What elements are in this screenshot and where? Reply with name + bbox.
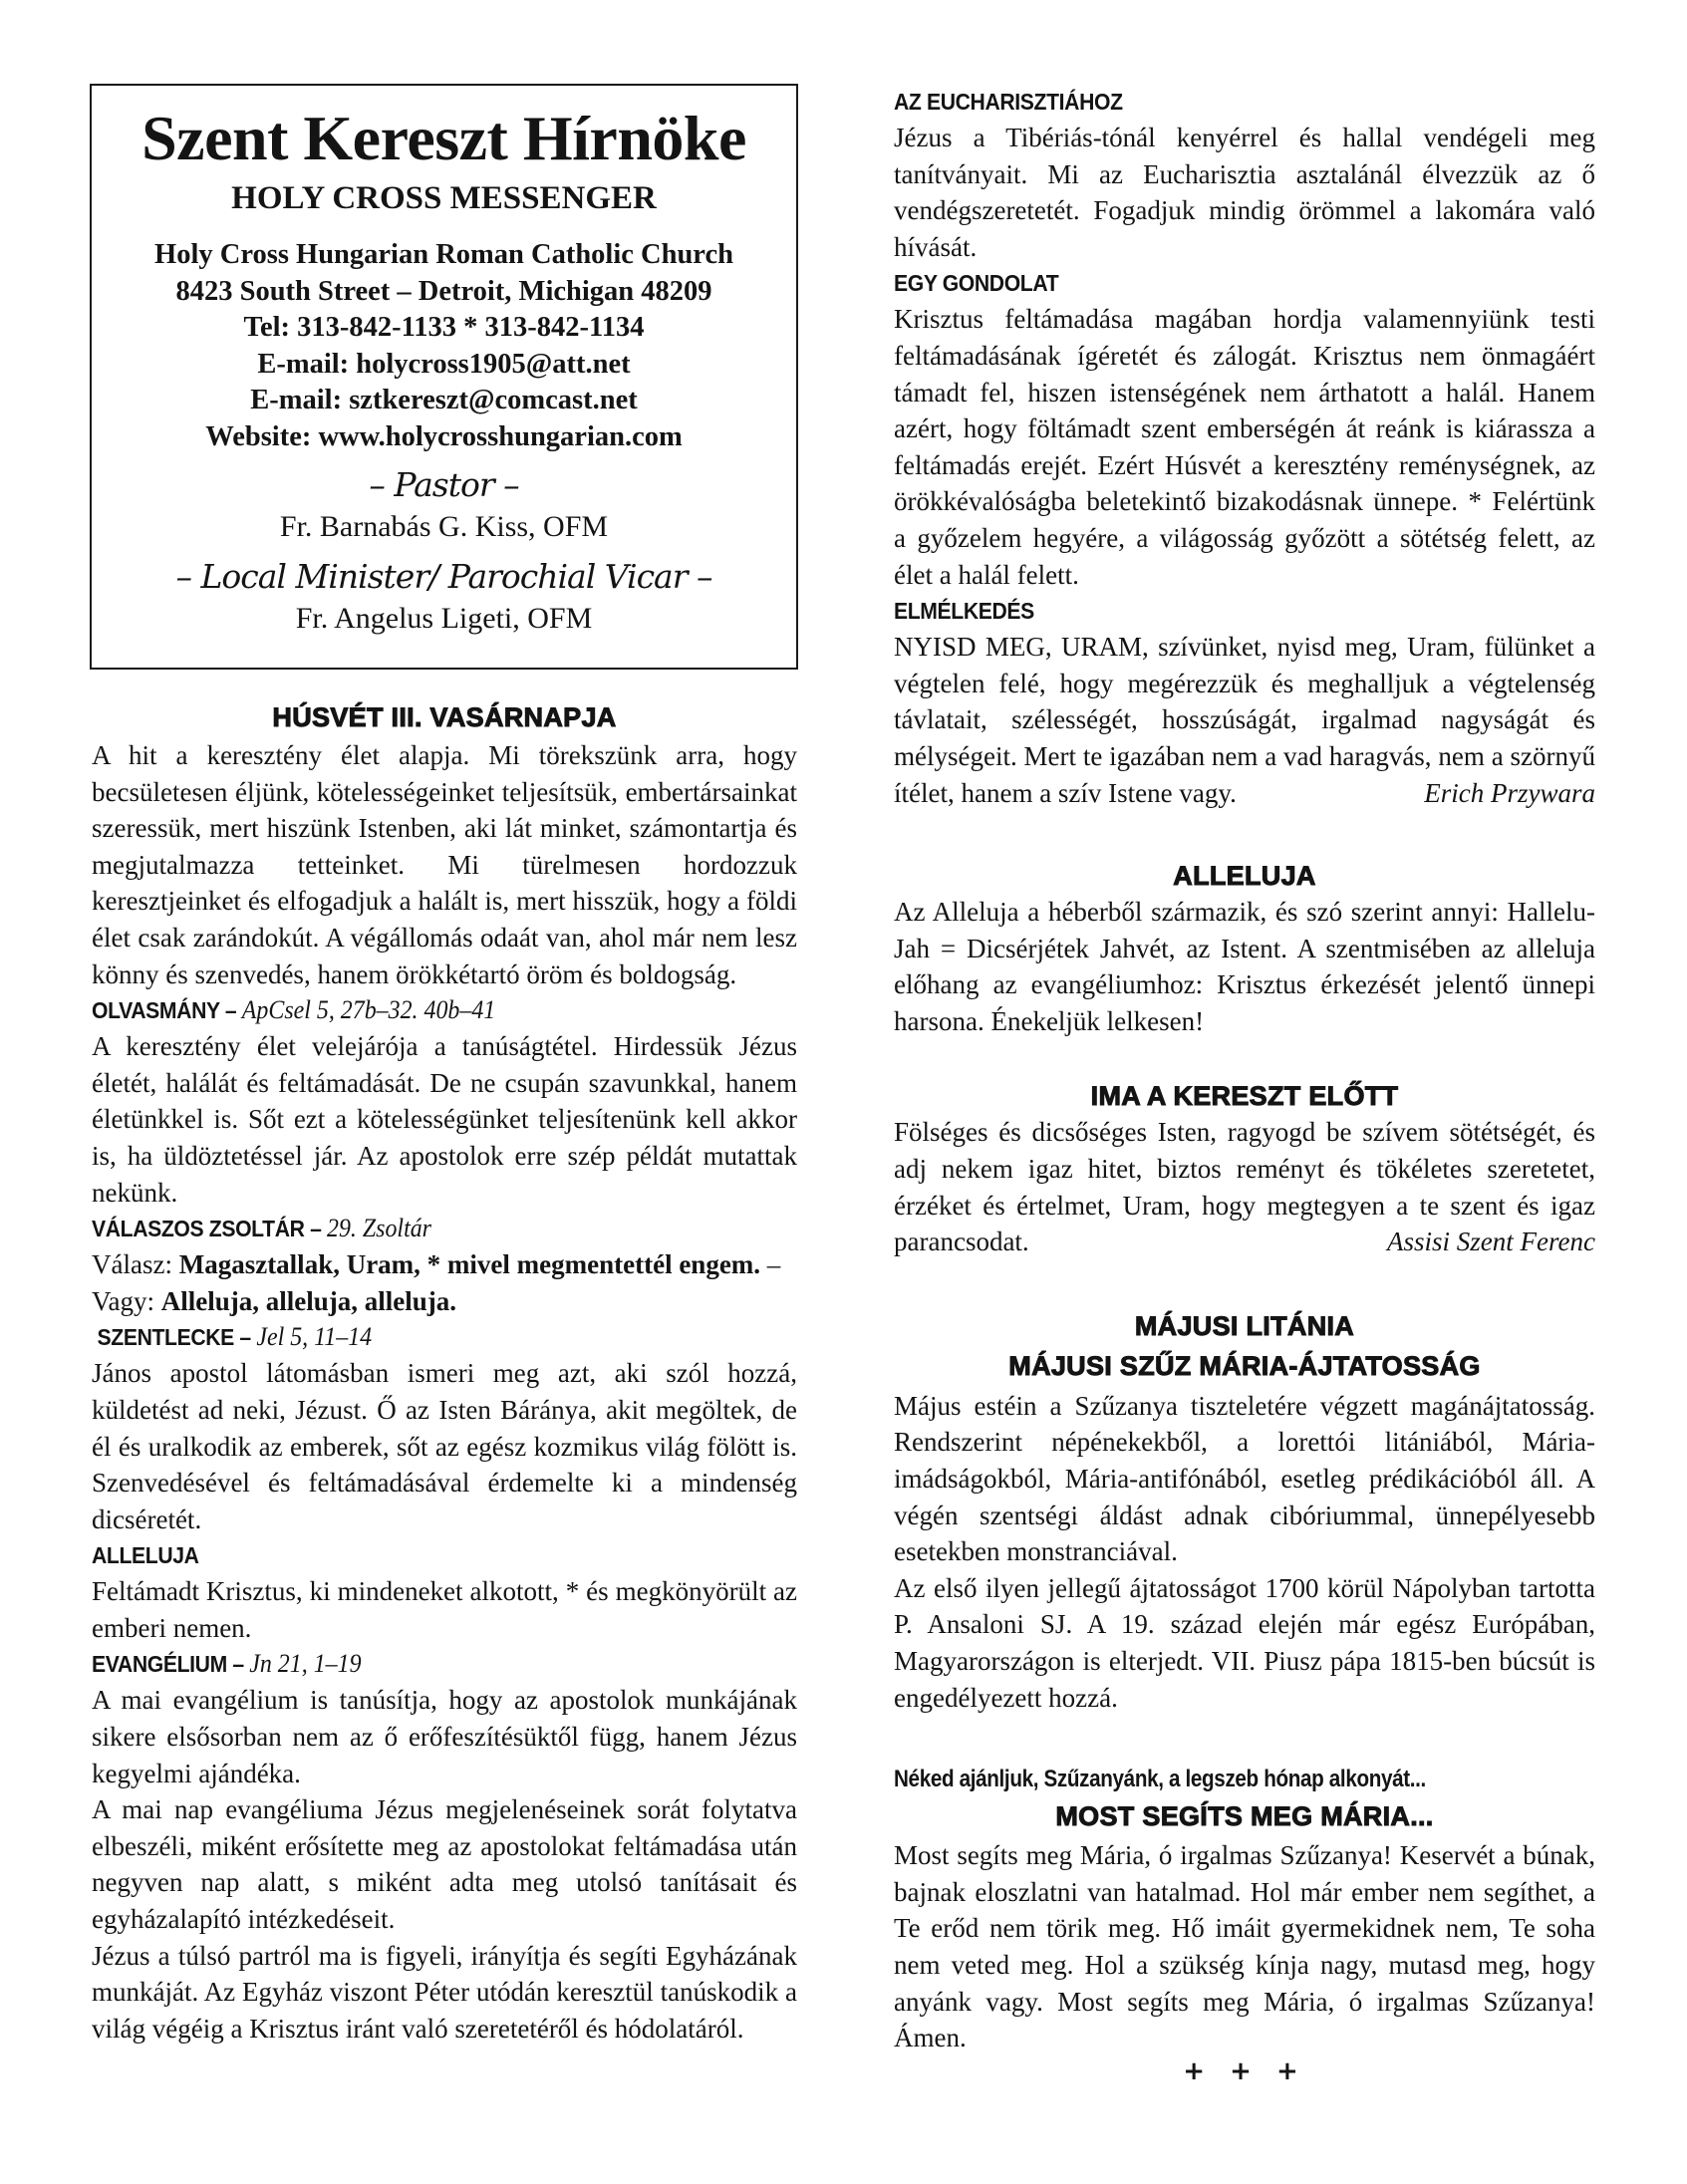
reading2-text: János apostol látomásban ismeri meg azt, aki szól hozzá, küldetést ad neki, Jézust. Ő az Isten Báránya, akit megöltek, de él és uralkodik az emberek, sőt az egész kozmikus világ fölött is. Szenvedésével és feltámadásával érdemelte ki a mindenség dicséretét. bbox=[92, 1358, 797, 1534]
meditation-body: NYISD MEG, URAM, szívünket, nyisd meg, Uram, fülünket a végtelen felé, hogy megérezzük és meghalljuk a végtelenség távlatait, szélességét, hosszúságát, irgalmad nagyságát és mélységeit. Mert te igazában nem a vad haragvás, nem a szörnyű ítélet, hanem a szív Istene vagy. bbox=[894, 632, 1595, 808]
psalm-header: VÁLASZOS ZSOLTÁR – 29. Zsoltár bbox=[92, 1214, 432, 1243]
alleluia-heading: ALLELUJA bbox=[1173, 861, 1316, 892]
eucharist-label: AZ EUCHARISZTIÁHOZ bbox=[894, 89, 1123, 115]
reading2-ref: Jel 5, 11–14 bbox=[256, 1322, 373, 1352]
litany-heading-2: MÁJUSI SZŰZ MÁRIA-ÁJTATOSSÁG bbox=[1008, 1350, 1481, 1381]
church-email-2[interactable]: E-mail: sztkereszt@comcast.net bbox=[250, 385, 638, 415]
litany-paragraph-2: Az első ilyen jellegű ájtatosságot 1700 körül Nápolyban tartotta P. Ansaloni SJ. A 19. század elején már egész Európában, Magyarországon is elterjedt. VII. Piusz pápa 1815-ben búcsút is engedélyezett hozzá. bbox=[894, 1572, 1595, 1713]
psalm-response-text: Magasztallak, Uram, * mivel megmentettél engem. bbox=[178, 1249, 761, 1280]
alleluia-explanation: Az Alleluja a héberből származik, és szó szerint annyi: Hallelu-Jah = Dicsérjétek Jahvét, az Istent. A szentmisében az alleluja előhang az evangéliumhoz: Krisztus érkezését jelentő ünnepi harsona. Énekeljük lelkesen! bbox=[894, 897, 1595, 1036]
reading1-header: OLVASMÁNY – ApCsel 5, 27b–32. 40b–41 bbox=[92, 995, 496, 1025]
gospel-ref: Jn 21, 1–19 bbox=[249, 1649, 362, 1679]
masthead-box bbox=[90, 84, 798, 670]
gospel-paragraph-1: A mai evangélium is tanúsítja, hogy az apostolok munkájának sikere elsősorban nem az ő erőfeszítésüktől függ, hanem Jézus kegyelmi ajándéka. bbox=[92, 1685, 797, 1788]
reading1-text: A keresztény élet velejárója a tanúságtétel. Hirdessük Jézus életét, halálát és feltámadását. De ne csupán szavunkkal, hanem életünkkel is. Sőt ezt a kötelességünket teljesítenünk kell akkor is, ha üldöztetéssel jár. Az apostolok erre szép példát mutattak nekünk. bbox=[92, 1031, 797, 1208]
psalm-ref: 29. Zsoltár bbox=[326, 1214, 432, 1243]
closing-crosses: + + + bbox=[1183, 2055, 1306, 2086]
gospel-label: EVANGÉLIUM bbox=[92, 1651, 227, 1678]
church-address: 8423 South Street – Detroit, Michigan 48209 bbox=[175, 275, 712, 307]
meditation-author: Erich Przywara bbox=[1424, 777, 1595, 808]
pastor-label: – Pastor – bbox=[369, 465, 519, 504]
thought-label: EGY GONDOLAT bbox=[894, 270, 1059, 297]
psalm-response bbox=[92, 1246, 797, 1319]
gospel-header: EVANGÉLIUM – Jn 21, 1–19 bbox=[92, 1649, 362, 1679]
meditation-label: ELMÉLKEDÉS bbox=[894, 598, 1034, 625]
vicar-name: Fr. Angelus Ligeti, OFM bbox=[295, 602, 593, 635]
hymn-text: Most segíts meg Mária, ó irgalmas Szűzanya! Keservét a búnak, bajnak eloszlatni van hatalmad. Hol már ember nem segíthet, a Te erőd nem törik meg. Hő imáit gyermekidnek nem, Te soha nem veted meg. Hol a szükség kínja nagy, mutasd meg, hogy anyánk vagy. Most segíts meg Mária, ó irgalmas Szűzanya! Ámen. bbox=[894, 1840, 1595, 2053]
church-website[interactable]: Website: www.holycrosshungarian.com bbox=[205, 420, 683, 452]
psalm-response-prefix: Válasz: bbox=[92, 1249, 179, 1280]
prayer-text bbox=[894, 1114, 1595, 1259]
left-column bbox=[92, 702, 797, 2047]
pastor-name: Fr. Barnabás G. Kiss, OFM bbox=[279, 510, 609, 543]
gospel-paragraph-2: A mai nap evangéliuma Jézus megjelenéseinek sorát folytatva elbeszéli, miként erősítette meg az apostolokat feltámadása után negyven nap alatt, s miként adta meg utolsó tanításait és egyházalapító intézkedéseit. bbox=[92, 1794, 797, 1935]
litany-heading-1: MÁJUSI LITÁNIA bbox=[1134, 1310, 1355, 1341]
psalm-or: – Vagy: bbox=[92, 1249, 781, 1316]
sunday-heading: HÚSVÉT III. VASÁRNAPJA bbox=[272, 702, 617, 732]
prayer-author: Assisi Szent Ferenc bbox=[1387, 1227, 1595, 1257]
gospel-paragraph-3: Jézus a túlsó partról ma is figyeli, irányítja és segíti Egyházának munkáját. Az Egyház viszont Péter utódán keresztül tanúskodik a világ végéig a Krisztus iránt való szeretetéről és hódolatáról. bbox=[92, 1940, 797, 2044]
prayer-heading: IMA A KERESZT ELŐTT bbox=[1090, 1081, 1399, 1112]
vicar-label: – Local Minister/ Parochial Vicar – bbox=[175, 557, 712, 596]
meditation-text bbox=[894, 629, 1595, 811]
newsletter-subtitle: HOLY CROSS MESSENGER bbox=[231, 180, 657, 216]
hymn-heading: MOST SEGÍTS MEG MÁRIA... bbox=[1055, 1801, 1434, 1832]
litany-paragraph-1: Május estéin a Szűzanya tiszteletére végzett magánájtatosság. Rendszerint népénekekből, a lorettói litániából, Mária-imádságokból, Mária-antifónából, esetleg prédikációból áll. A végén szentségi áldást adnak cibóriummal, ünnepélyesebb esetekben monstranciával. bbox=[894, 1390, 1595, 1567]
eucharist-text: Jézus a Tibériás-tónál kenyérrel és hallal vendégeli meg tanítványait. Mi az Eucharisztia asztalánál élvezzük az ő vendégszeretetét. Fogadjuk mindig örömmel a lakomára való hívását. bbox=[894, 123, 1595, 262]
thought-text: Krisztus feltámadása magában hordja valamennyiünk testi feltámadásának ígéretét és zálogát. Krisztus nem önmagáért támadt fel, hiszen istenségének nem árthatott a halál. Hanem azért, hogy föltámadt szent emberségén át reánk is kiárassza a feltámadás erejét. Ezért Húsvét a keresztény reménységnek, az örökkévalóságba beletekintő bizakodásnak ünnepe. * Felértünk a győzelem hegyére, a világosság győzött a sötétség felett, az élet a halál felett. bbox=[894, 304, 1595, 590]
alleluia-label: ALLELUJA bbox=[92, 1542, 199, 1569]
right-column bbox=[894, 84, 1595, 2086]
reading1-label: OLVASMÁNY bbox=[92, 997, 220, 1024]
hymn-subheading: Néked ajánljuk, Szűzanyánk, a legszeb hónap alkonyát... bbox=[894, 1766, 1426, 1793]
psalm-alt-response: Alleluja, alleluja, alleluja. bbox=[160, 1285, 456, 1316]
reading1-ref: ApCsel 5, 27b–32. 40b–41 bbox=[241, 995, 496, 1025]
newsletter-title: Szent Kereszt Hírnöke bbox=[141, 103, 746, 173]
reading2-label: SZENTLECKE bbox=[97, 1324, 234, 1351]
sunday-intro: A hit a keresztény élet alapja. Mi törekszünk arra, hogy becsületesen éljünk, kötelességeinket teljesítsük, embertársainkat szeressük, mert hiszünk Istenben, aki lát minket, számontartja és megjutalmazza tetteinket. Mi türelmesen hordozzuk keresztjeinket és elfogadjuk a halált is, mert hisszük, hogy a földi élet csak zarándokút. A végállomás odaát van, ahol már nem lesz könny és szenvedés, hanem örökkétartó öröm és boldogság. bbox=[92, 740, 797, 989]
reading2-header: SZENTLECKE – Jel 5, 11–14 bbox=[97, 1322, 373, 1352]
prayer-body: Fölséges és dicsőséges Isten, ragyogd be szívem sötétségét, és adj nekem igaz hitet, biztos reményt és tökéletes szeretetet, érzéket és értelmet, Uram, hogy megtegyen a te szent és igaz parancsodat. bbox=[894, 1117, 1595, 1257]
church-name: Holy Cross Hungarian Roman Catholic Church bbox=[154, 239, 733, 270]
psalm-label: VÁLASZOS ZSOLTÁR bbox=[92, 1216, 305, 1242]
alleluia-verse: Feltámadt Krisztus, ki mindeneket alkotott, * és megkönyörült az emberi nemen. bbox=[92, 1576, 797, 1643]
church-email-1[interactable]: E-mail: holycross1905@att.net bbox=[257, 348, 631, 380]
church-phone: Tel: 313-842-1133 * 313-842-1134 bbox=[243, 312, 645, 343]
